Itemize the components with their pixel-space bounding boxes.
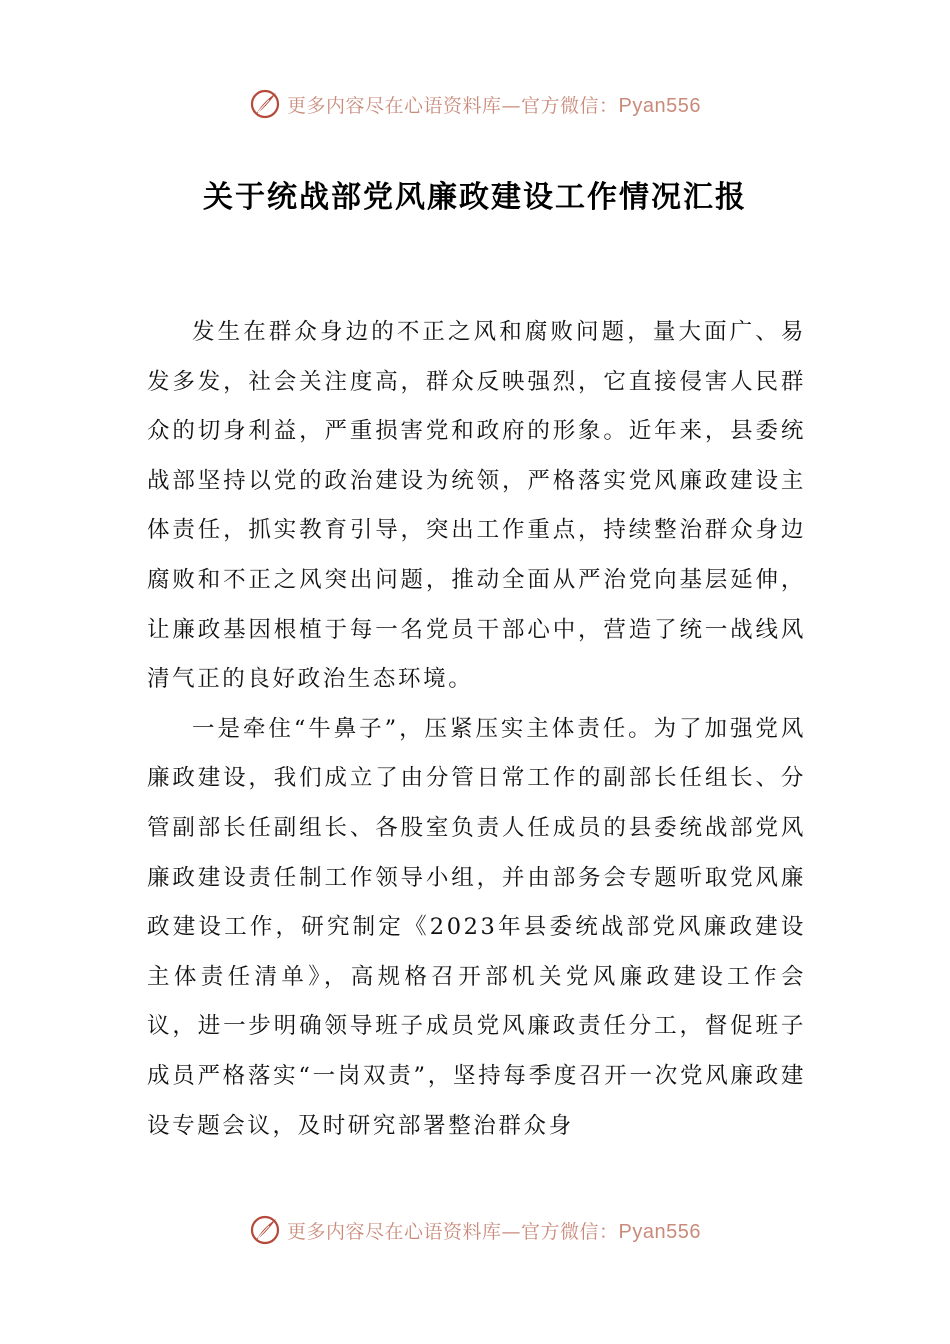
wechat-id: Pyan556 <box>618 1220 701 1243</box>
document-title: 关于统战部党风廉政建设工作情况汇报 <box>203 180 747 215</box>
wechat-id: Pyan556 <box>618 94 701 117</box>
watermark-text: 更多内容尽在心语资料库—官方微信：Pyan556 <box>287 94 701 117</box>
document-body <box>147 308 806 1151</box>
paragraph: 一是牵住“牛鼻子”，压紧压实主体责任。为了加强党风廉政建设，我们成立了由分管日常工作的副部长任组长、分管副部长任副组长、各股室负责人任成员的县委统战部党风廉政建设责任制工作领导小组，并由部务会专题听取党风廉政建设工作，研究制定《2023年县委统战部党风廉政建设主体责任清单》，高规格召开部机关党风廉政建设工作会议，进一步明确领导班子成员党风廉政责任分工，督促班子成员严格落实“一岗双责”，坚持每季度召开一次党风廉政建设专题会议，及时研究部署整治群众身 <box>147 715 806 1139</box>
watermark-header <box>0 84 950 124</box>
quill-logo-icon <box>249 88 281 120</box>
watermark-text: 更多内容尽在心语资料库—官方微信：Pyan556 <box>287 1220 701 1243</box>
watermark-footer <box>0 1210 950 1250</box>
quill-logo-icon <box>249 1214 281 1246</box>
paragraph: 发生在群众身边的不正之风和腐败问题，量大面广、易发多发，社会关注度高，群众反映强烈，它直接侵害人民群众的切身利益，严重损害党和政府的形象。近年来，县委统战部坚持以党的政治建设为统领，严格落实党风廉政建设主体责任，抓实教育引导，突出工作重点，持续整治群众身边腐败和不正之风突出问题，推动全面从严治党向基层延伸，让廉政基因根植于每一名党员干部心中，营造了统一战线风清气正的良好政治生态环境。 <box>147 319 806 693</box>
